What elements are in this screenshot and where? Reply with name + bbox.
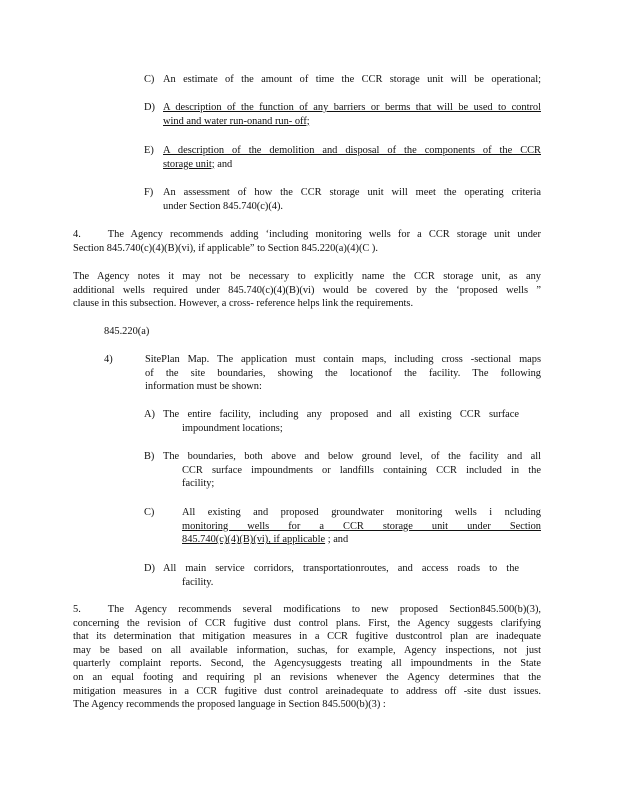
subitem-d-line-1: All main service corridors, transportationroutes, and access roads to the — [163, 563, 519, 574]
paragraph-5-line-1-text: The Agency recommends several modifications to new proposed Section845.500(b)(3), — [107, 604, 541, 615]
paragraph-5-line-3: that its determination that mitigation measures in a CCR fugitive dustcontrol plan are inadequate — [73, 631, 541, 643]
item-f-text — [163, 186, 541, 213]
item-f-label: F) — [144, 187, 154, 198]
item-4-text — [145, 353, 541, 394]
item-e-line-2-underlined: storage unit; — [163, 158, 215, 170]
subitem-d-label: D) — [144, 563, 155, 574]
subitem-a-label: A) — [144, 409, 155, 420]
item-c-line-1: An estimate of the amount of time the CCR storage unit will be operational; — [163, 74, 541, 85]
paragraph-5-line-8: The Agency recommends the proposed language in Section 845.500(b)(3) : — [73, 699, 386, 711]
paragraph-5-line-2: concerning the revision of CCR fugitive dust control plans. First, the Agency suggests clarifying — [73, 617, 541, 629]
subitem-c-line-3-rest: ; and — [325, 534, 349, 546]
item-c-text — [163, 73, 541, 87]
subitem-b-text — [163, 450, 541, 491]
paragraph-5-number: 5. — [73, 604, 81, 615]
subitem-d-line-2: facility. — [182, 576, 214, 588]
item-e-line-1: A description of the demolition and disposal of the components of the CCR — [163, 145, 541, 156]
item-e-line-2 — [163, 158, 541, 172]
paragraph-5-line-1 — [73, 603, 541, 617]
subitem-b-label: B) — [144, 451, 155, 462]
item-e-line-2-rest: and — [214, 158, 233, 170]
section-reference: 845.220(a) — [104, 326, 150, 337]
item-4-line-3: information must be shown: — [145, 381, 262, 393]
paragraph-5-line-5: quarterly complaint reports. Second, the Agencysuggests treating all impoundments in the State — [73, 658, 541, 670]
subitem-b-line-2: CCR surface impoundments or landfills containing CCR included in the — [182, 464, 541, 476]
subitem-a-text — [163, 408, 519, 435]
paragraph-4 — [73, 228, 541, 255]
subitem-c-label: C) — [144, 507, 155, 518]
subitem-a-line-1: The entire facility, including any proposed and all existing CCR surface — [163, 409, 519, 420]
subitem-c-line-3 — [182, 533, 541, 547]
subitem-c-text — [182, 506, 541, 547]
paragraph-4-line-1-text: The Agency recommends adding ‘including monitoring wells for a CCR storage unit under — [107, 229, 541, 240]
subitem-d-text — [163, 562, 519, 589]
subitem-c-line-1: All existing and proposed groundwater monitoring wells i ncluding — [182, 507, 541, 518]
item-4-line-1: SitePlan Map. The application must contain maps, including cross -sectional maps — [145, 354, 541, 365]
item-c-label: C) — [144, 74, 155, 85]
item-4-line-2: of the site boundaries, showing the locationof the facility. The following — [145, 367, 541, 379]
subitem-b-line-3: facility; — [182, 478, 215, 490]
paragraph-5 — [73, 603, 541, 712]
subitem-b-line-1: The boundaries, both above and below ground level, of the facility and all — [163, 451, 541, 462]
item-d-line-1: A description of the function of any barriers or berms that will be used to control — [163, 102, 541, 113]
paragraph-5-line-6: on an equal footing and requiring pl an revisions whenever the Agency determines that the — [73, 671, 541, 683]
subitem-c-line-2: monitoring wells for a CCR storage unit under Section — [182, 520, 541, 532]
note-line-3: clause in this subsection. However, a cross- reference helps link the requirements. — [73, 298, 414, 310]
paragraph-4-number: 4. — [73, 229, 81, 240]
subitem-a-line-2: impoundment locations; — [182, 422, 283, 434]
paragraph-4-line-2: Section 845.740(c)(4)(B)(vi), if applicable” to Section 845.220(a)(4)(C ). — [73, 242, 378, 254]
note-line-2: additional wells required under 845.740(c)(4)(B)(vi) would be covered by the ‘proposed wells ” — [73, 284, 541, 296]
paragraph-4-line-1 — [73, 228, 541, 242]
item-f-line-1: An assessment of how the CCR storage unit will meet the operating criteria — [163, 187, 541, 198]
item-d-text — [163, 101, 541, 128]
paragraph-5-line-7: mitigation measures in a CCR fugitive dust control areinadequate to address off -site dust issues. — [73, 685, 541, 697]
item-4-label: 4) — [104, 354, 113, 365]
item-f-line-2: under Section 845.740(c)(4). — [163, 200, 284, 212]
item-d-label: D) — [144, 102, 155, 113]
note-line-1: The Agency notes it may not be necessary to explicitly name the CCR storage unit, as any — [73, 271, 541, 282]
item-e-text — [163, 144, 541, 171]
note-paragraph — [73, 270, 541, 311]
paragraph-5-line-4: may be based on all available information, suchas, for example, Agency inspections, not just — [73, 644, 541, 656]
item-e-label: E) — [144, 145, 154, 156]
subitem-c-line-3-underlined: 845.740(c)(4)(B)(vi), if applicable — [182, 534, 326, 546]
item-d-line-2: wind and water run-onand run- off; — [163, 115, 310, 127]
